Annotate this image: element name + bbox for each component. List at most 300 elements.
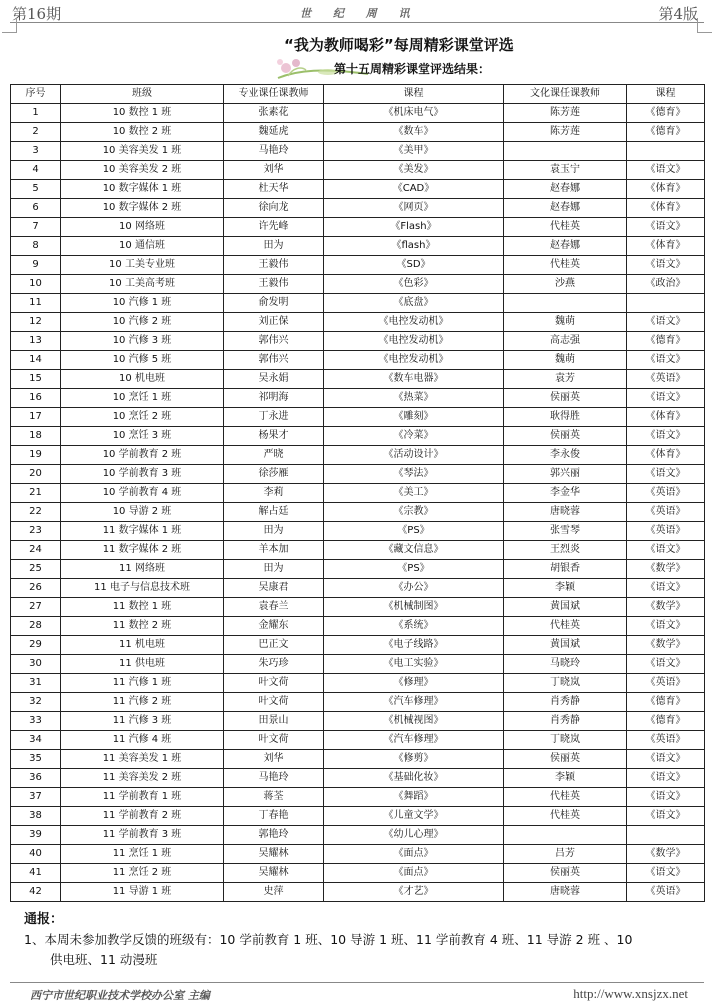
row-number-cell: 13 bbox=[11, 332, 61, 351]
table-row bbox=[11, 465, 705, 484]
major-course-cell: 《flash》 bbox=[324, 237, 504, 256]
culture-teacher-cell: 高志强 bbox=[504, 332, 627, 351]
row-number-cell: 22 bbox=[11, 503, 61, 522]
table-row bbox=[11, 826, 705, 845]
culture-teacher-cell: 李颖 bbox=[504, 579, 627, 598]
culture-course-cell bbox=[627, 826, 705, 845]
major-course-cell: 《活动设计》 bbox=[324, 446, 504, 465]
table-row bbox=[11, 560, 705, 579]
culture-teacher-cell: 马晓玲 bbox=[504, 655, 627, 674]
table-row bbox=[11, 636, 705, 655]
culture-teacher-cell: 肖秀静 bbox=[504, 693, 627, 712]
class-name-cell: 10 工美高考班 bbox=[61, 275, 224, 294]
row-number-cell: 20 bbox=[11, 465, 61, 484]
major-teacher-cell: 杨果才 bbox=[224, 427, 324, 446]
major-teacher-cell: 吴康君 bbox=[224, 579, 324, 598]
major-teacher-cell: 朱巧珍 bbox=[224, 655, 324, 674]
table-row bbox=[11, 484, 705, 503]
major-course-cell: 《网页》 bbox=[324, 199, 504, 218]
results-table bbox=[10, 84, 705, 902]
class-name-cell: 10 美容美发 1 班 bbox=[61, 142, 224, 161]
row-number-cell: 18 bbox=[11, 427, 61, 446]
class-name-cell: 11 汽修 4 班 bbox=[61, 731, 224, 750]
culture-course-cell: 《德育》 bbox=[627, 712, 705, 731]
class-name-cell: 10 学前教育 4 班 bbox=[61, 484, 224, 503]
row-number-cell: 11 bbox=[11, 294, 61, 313]
table-row bbox=[11, 731, 705, 750]
table-row bbox=[11, 313, 705, 332]
table-row bbox=[11, 237, 705, 256]
culture-course-cell: 《语文》 bbox=[627, 218, 705, 237]
table-row bbox=[11, 370, 705, 389]
major-teacher-cell: 丁永进 bbox=[224, 408, 324, 427]
class-name-cell: 10 导游 2 班 bbox=[61, 503, 224, 522]
table-body bbox=[11, 104, 705, 902]
major-course-cell: 《电控发动机》 bbox=[324, 313, 504, 332]
culture-course-cell: 《英语》 bbox=[627, 370, 705, 389]
row-number-cell: 36 bbox=[11, 769, 61, 788]
culture-course-cell: 《语文》 bbox=[627, 807, 705, 826]
major-teacher-cell: 郭伟兴 bbox=[224, 332, 324, 351]
footer-organization: 西宁市世纪职业技术学校办公室 主编 bbox=[30, 989, 210, 1002]
culture-teacher-cell: 丁晓岚 bbox=[504, 674, 627, 693]
culture-teacher-cell: 魏萌 bbox=[504, 351, 627, 370]
major-course-cell: 《面点》 bbox=[324, 845, 504, 864]
culture-course-cell: 《英语》 bbox=[627, 674, 705, 693]
table-row bbox=[11, 294, 705, 313]
culture-teacher-cell: 张雪琴 bbox=[504, 522, 627, 541]
row-number-cell: 8 bbox=[11, 237, 61, 256]
major-teacher-cell: 解占廷 bbox=[224, 503, 324, 522]
culture-teacher-cell: 吕芳 bbox=[504, 845, 627, 864]
table-row bbox=[11, 788, 705, 807]
major-teacher-cell: 徐向龙 bbox=[224, 199, 324, 218]
major-course-cell: 《机床电气》 bbox=[324, 104, 504, 123]
major-teacher-cell: 徐莎雁 bbox=[224, 465, 324, 484]
culture-course-cell: 《数学》 bbox=[627, 560, 705, 579]
culture-teacher-cell: 赵春娜 bbox=[504, 199, 627, 218]
major-course-cell: 《数车电器》 bbox=[324, 370, 504, 389]
major-course-cell: 《色彩》 bbox=[324, 275, 504, 294]
culture-course-cell: 《语文》 bbox=[627, 465, 705, 484]
culture-teacher-cell bbox=[504, 142, 627, 161]
culture-teacher-cell bbox=[504, 826, 627, 845]
major-teacher-cell: 田景山 bbox=[224, 712, 324, 731]
culture-course-cell: 《英语》 bbox=[627, 731, 705, 750]
class-name-cell: 10 网络班 bbox=[61, 218, 224, 237]
class-name-cell: 10 汽修 5 班 bbox=[61, 351, 224, 370]
major-course-cell: 《美甲》 bbox=[324, 142, 504, 161]
page-header bbox=[0, 0, 714, 24]
issue-number: 第16期 bbox=[12, 5, 62, 23]
row-number-cell: 31 bbox=[11, 674, 61, 693]
table-row bbox=[11, 674, 705, 693]
banner-subtitle: 第十五周精彩课堂评选结果： bbox=[334, 62, 491, 76]
class-name-cell: 11 烹饪 2 班 bbox=[61, 864, 224, 883]
culture-course-cell: 《数学》 bbox=[627, 636, 705, 655]
table-row bbox=[11, 123, 705, 142]
culture-teacher-cell: 胡银香 bbox=[504, 560, 627, 579]
culture-teacher-cell: 赵春娜 bbox=[504, 237, 627, 256]
major-teacher-cell: 王毅伟 bbox=[224, 256, 324, 275]
major-course-cell: 《冷菜》 bbox=[324, 427, 504, 446]
class-name-cell: 10 数字媒体 2 班 bbox=[61, 199, 224, 218]
culture-teacher-cell: 王烈炎 bbox=[504, 541, 627, 560]
major-teacher-cell: 郭艳玲 bbox=[224, 826, 324, 845]
culture-teacher-cell: 郭兴丽 bbox=[504, 465, 627, 484]
culture-course-cell: 《语文》 bbox=[627, 161, 705, 180]
table-row bbox=[11, 845, 705, 864]
class-name-cell: 10 汽修 3 班 bbox=[61, 332, 224, 351]
culture-course-cell bbox=[627, 142, 705, 161]
major-teacher-cell: 严晓 bbox=[224, 446, 324, 465]
major-course-cell: 《PS》 bbox=[324, 522, 504, 541]
major-course-cell: 《机械视图》 bbox=[324, 712, 504, 731]
row-number-cell: 19 bbox=[11, 446, 61, 465]
culture-course-cell: 《语文》 bbox=[627, 579, 705, 598]
header-rule bbox=[10, 22, 704, 23]
major-teacher-cell: 叶文荷 bbox=[224, 731, 324, 750]
table-row bbox=[11, 256, 705, 275]
table-row bbox=[11, 769, 705, 788]
banner-title: “我为教师喝彩”每周精彩课堂评选 bbox=[284, 36, 514, 54]
table-row bbox=[11, 864, 705, 883]
table-row bbox=[11, 446, 705, 465]
culture-teacher-cell: 丁晓岚 bbox=[504, 731, 627, 750]
class-name-cell: 10 数控 2 班 bbox=[61, 123, 224, 142]
class-name-cell: 11 数字媒体 1 班 bbox=[61, 522, 224, 541]
row-number-cell: 23 bbox=[11, 522, 61, 541]
class-name-cell: 11 电子与信息技术班 bbox=[61, 579, 224, 598]
major-teacher-cell: 袁春兰 bbox=[224, 598, 324, 617]
column-header: 班级 bbox=[61, 85, 224, 104]
row-number-cell: 35 bbox=[11, 750, 61, 769]
major-teacher-cell: 祁明海 bbox=[224, 389, 324, 408]
major-course-cell: 《电子线路》 bbox=[324, 636, 504, 655]
culture-teacher-cell: 黄国斌 bbox=[504, 636, 627, 655]
culture-course-cell: 《语文》 bbox=[627, 313, 705, 332]
major-course-cell: 《宗教》 bbox=[324, 503, 504, 522]
row-number-cell: 10 bbox=[11, 275, 61, 294]
major-course-cell: 《面点》 bbox=[324, 864, 504, 883]
culture-course-cell: 《语文》 bbox=[627, 769, 705, 788]
culture-course-cell: 《体育》 bbox=[627, 446, 705, 465]
major-teacher-cell: 俞发明 bbox=[224, 294, 324, 313]
row-number-cell: 42 bbox=[11, 883, 61, 902]
major-course-cell: 《底盘》 bbox=[324, 294, 504, 313]
major-course-cell: 《Flash》 bbox=[324, 218, 504, 237]
major-teacher-cell: 叶文荷 bbox=[224, 693, 324, 712]
culture-teacher-cell: 代桂英 bbox=[504, 218, 627, 237]
table-row bbox=[11, 617, 705, 636]
major-course-cell: 《办公》 bbox=[324, 579, 504, 598]
major-teacher-cell: 马艳玲 bbox=[224, 769, 324, 788]
class-name-cell: 11 机电班 bbox=[61, 636, 224, 655]
table-row bbox=[11, 712, 705, 731]
culture-course-cell: 《德育》 bbox=[627, 104, 705, 123]
culture-teacher-cell: 黄国斌 bbox=[504, 598, 627, 617]
major-teacher-cell: 刘正保 bbox=[224, 313, 324, 332]
table-header-row bbox=[11, 85, 705, 104]
table-row bbox=[11, 693, 705, 712]
major-course-cell: 《舞蹈》 bbox=[324, 788, 504, 807]
table-row bbox=[11, 104, 705, 123]
major-teacher-cell: 李莉 bbox=[224, 484, 324, 503]
major-teacher-cell: 马艳玲 bbox=[224, 142, 324, 161]
culture-teacher-cell: 肖秀静 bbox=[504, 712, 627, 731]
major-teacher-cell: 丁春艳 bbox=[224, 807, 324, 826]
culture-course-cell: 《语文》 bbox=[627, 351, 705, 370]
class-name-cell: 11 数字媒体 2 班 bbox=[61, 541, 224, 560]
major-course-cell: 《修剪》 bbox=[324, 750, 504, 769]
row-number-cell: 30 bbox=[11, 655, 61, 674]
major-course-cell: 《美发》 bbox=[324, 161, 504, 180]
table-row bbox=[11, 541, 705, 560]
major-teacher-cell: 刘华 bbox=[224, 750, 324, 769]
culture-teacher-cell: 袁芳 bbox=[504, 370, 627, 389]
class-name-cell: 10 数字媒体 1 班 bbox=[61, 180, 224, 199]
culture-teacher-cell: 侯丽英 bbox=[504, 750, 627, 769]
row-number-cell: 5 bbox=[11, 180, 61, 199]
culture-course-cell: 《英语》 bbox=[627, 883, 705, 902]
table-row bbox=[11, 351, 705, 370]
class-name-cell: 10 工美专业班 bbox=[61, 256, 224, 275]
culture-course-cell: 《英语》 bbox=[627, 503, 705, 522]
culture-course-cell: 《体育》 bbox=[627, 199, 705, 218]
culture-course-cell: 《德育》 bbox=[627, 123, 705, 142]
class-name-cell: 10 通信班 bbox=[61, 237, 224, 256]
culture-course-cell: 《语文》 bbox=[627, 256, 705, 275]
class-name-cell: 11 数控 1 班 bbox=[61, 598, 224, 617]
culture-course-cell: 《体育》 bbox=[627, 408, 705, 427]
major-course-cell: 《机械制图》 bbox=[324, 598, 504, 617]
notice-item-index: 1、 bbox=[24, 932, 45, 947]
class-name-cell: 11 烹饪 1 班 bbox=[61, 845, 224, 864]
row-number-cell: 1 bbox=[11, 104, 61, 123]
major-teacher-cell: 吴耀林 bbox=[224, 864, 324, 883]
major-teacher-cell: 吴耀林 bbox=[224, 845, 324, 864]
table-row bbox=[11, 883, 705, 902]
row-number-cell: 9 bbox=[11, 256, 61, 275]
culture-teacher-cell bbox=[504, 294, 627, 313]
row-number-cell: 39 bbox=[11, 826, 61, 845]
row-number-cell: 17 bbox=[11, 408, 61, 427]
class-name-cell: 10 学前教育 3 班 bbox=[61, 465, 224, 484]
column-header: 专业课任课教师 bbox=[224, 85, 324, 104]
culture-course-cell: 《数学》 bbox=[627, 845, 705, 864]
culture-teacher-cell: 侯丽英 bbox=[504, 389, 627, 408]
class-name-cell: 10 烹饪 3 班 bbox=[61, 427, 224, 446]
table-row bbox=[11, 655, 705, 674]
culture-teacher-cell: 李永俊 bbox=[504, 446, 627, 465]
class-name-cell: 10 烹饪 1 班 bbox=[61, 389, 224, 408]
culture-course-cell bbox=[627, 294, 705, 313]
table-row bbox=[11, 750, 705, 769]
culture-teacher-cell: 代桂英 bbox=[504, 617, 627, 636]
table-row bbox=[11, 408, 705, 427]
class-name-cell: 10 烹饪 2 班 bbox=[61, 408, 224, 427]
footer-url-link[interactable]: http://www.xnsjzx.net bbox=[573, 986, 688, 1001]
culture-teacher-cell: 陈芳莲 bbox=[504, 123, 627, 142]
major-course-cell: 《汽车修理》 bbox=[324, 731, 504, 750]
culture-course-cell: 《语文》 bbox=[627, 541, 705, 560]
culture-teacher-cell: 侯丽英 bbox=[504, 427, 627, 446]
culture-teacher-cell: 唐晓蓉 bbox=[504, 883, 627, 902]
table-row bbox=[11, 503, 705, 522]
notice-item bbox=[24, 930, 694, 970]
row-number-cell: 4 bbox=[11, 161, 61, 180]
column-header: 文化课任课教师 bbox=[504, 85, 627, 104]
class-name-cell: 11 汽修 3 班 bbox=[61, 712, 224, 731]
row-number-cell: 37 bbox=[11, 788, 61, 807]
major-teacher-cell: 田为 bbox=[224, 237, 324, 256]
table-row bbox=[11, 807, 705, 826]
major-teacher-cell: 羊本加 bbox=[224, 541, 324, 560]
major-teacher-cell: 吴永娟 bbox=[224, 370, 324, 389]
major-teacher-cell: 刘华 bbox=[224, 161, 324, 180]
culture-course-cell: 《体育》 bbox=[627, 180, 705, 199]
major-course-cell: 《系统》 bbox=[324, 617, 504, 636]
notice-item-line1: 本周未参加教学反馈的班级有：10 学前教育 1 班、10 导游 1 班、11 学前教育 4 班、11 导游 2 班 、10 bbox=[44, 932, 633, 947]
row-number-cell: 25 bbox=[11, 560, 61, 579]
major-teacher-cell: 田为 bbox=[224, 560, 324, 579]
major-course-cell: 《汽车修理》 bbox=[324, 693, 504, 712]
culture-course-cell: 《语文》 bbox=[627, 427, 705, 446]
major-teacher-cell: 金耀东 bbox=[224, 617, 324, 636]
class-name-cell: 11 学前教育 2 班 bbox=[61, 807, 224, 826]
table-row bbox=[11, 389, 705, 408]
row-number-cell: 33 bbox=[11, 712, 61, 731]
row-number-cell: 3 bbox=[11, 142, 61, 161]
major-teacher-cell: 史萍 bbox=[224, 883, 324, 902]
major-teacher-cell: 叶文荷 bbox=[224, 674, 324, 693]
newspaper-name: 世 纪 周 讯 bbox=[300, 7, 419, 20]
culture-course-cell: 《语文》 bbox=[627, 750, 705, 769]
major-course-cell: 《SD》 bbox=[324, 256, 504, 275]
major-teacher-cell: 郭伟兴 bbox=[224, 351, 324, 370]
culture-course-cell: 《德育》 bbox=[627, 332, 705, 351]
notice-item-line2: 供电班、11 动漫班 bbox=[50, 952, 158, 967]
class-name-cell: 10 机电班 bbox=[61, 370, 224, 389]
class-name-cell: 11 美容美发 2 班 bbox=[61, 769, 224, 788]
row-number-cell: 29 bbox=[11, 636, 61, 655]
class-name-cell: 11 学前教育 1 班 bbox=[61, 788, 224, 807]
culture-course-cell: 《语文》 bbox=[627, 389, 705, 408]
major-teacher-cell: 许先峰 bbox=[224, 218, 324, 237]
major-course-cell: 《电控发动机》 bbox=[324, 332, 504, 351]
row-number-cell: 16 bbox=[11, 389, 61, 408]
column-header: 课程 bbox=[627, 85, 705, 104]
culture-teacher-cell: 陈芳莲 bbox=[504, 104, 627, 123]
row-number-cell: 21 bbox=[11, 484, 61, 503]
class-name-cell: 11 网络班 bbox=[61, 560, 224, 579]
culture-teacher-cell: 魏萌 bbox=[504, 313, 627, 332]
row-number-cell: 41 bbox=[11, 864, 61, 883]
culture-teacher-cell: 侯丽英 bbox=[504, 864, 627, 883]
class-name-cell: 11 汽修 1 班 bbox=[61, 674, 224, 693]
culture-course-cell: 《语文》 bbox=[627, 788, 705, 807]
major-course-cell: 《电工实验》 bbox=[324, 655, 504, 674]
major-course-cell: 《PS》 bbox=[324, 560, 504, 579]
table-row bbox=[11, 332, 705, 351]
table-row bbox=[11, 180, 705, 199]
culture-course-cell: 《英语》 bbox=[627, 522, 705, 541]
culture-teacher-cell: 代桂英 bbox=[504, 256, 627, 275]
culture-teacher-cell: 袁玉宁 bbox=[504, 161, 627, 180]
row-number-cell: 28 bbox=[11, 617, 61, 636]
major-course-cell: 《热菜》 bbox=[324, 389, 504, 408]
culture-course-cell: 《政治》 bbox=[627, 275, 705, 294]
table-row bbox=[11, 161, 705, 180]
major-course-cell: 《电控发动机》 bbox=[324, 351, 504, 370]
column-header: 序号 bbox=[11, 85, 61, 104]
footer-rule bbox=[10, 982, 704, 983]
table-row bbox=[11, 218, 705, 237]
major-course-cell: 《儿童文学》 bbox=[324, 807, 504, 826]
culture-course-cell: 《语文》 bbox=[627, 864, 705, 883]
title-banner bbox=[0, 30, 714, 80]
culture-course-cell: 《英语》 bbox=[627, 484, 705, 503]
page-number: 第4版 bbox=[658, 5, 698, 23]
culture-teacher-cell: 赵春娜 bbox=[504, 180, 627, 199]
table-row bbox=[11, 522, 705, 541]
major-course-cell: 《数车》 bbox=[324, 123, 504, 142]
culture-teacher-cell: 李颖 bbox=[504, 769, 627, 788]
culture-course-cell: 《语文》 bbox=[627, 617, 705, 636]
table-row bbox=[11, 427, 705, 446]
class-name-cell: 11 学前教育 3 班 bbox=[61, 826, 224, 845]
culture-teacher-cell: 耿得胜 bbox=[504, 408, 627, 427]
class-name-cell: 10 数控 1 班 bbox=[61, 104, 224, 123]
class-name-cell: 11 导游 1 班 bbox=[61, 883, 224, 902]
row-number-cell: 40 bbox=[11, 845, 61, 864]
class-name-cell: 11 汽修 2 班 bbox=[61, 693, 224, 712]
major-course-cell: 《修理》 bbox=[324, 674, 504, 693]
row-number-cell: 15 bbox=[11, 370, 61, 389]
major-teacher-cell: 魏延虎 bbox=[224, 123, 324, 142]
row-number-cell: 6 bbox=[11, 199, 61, 218]
class-name-cell: 10 美容美发 2 班 bbox=[61, 161, 224, 180]
class-name-cell: 10 汽修 2 班 bbox=[61, 313, 224, 332]
major-course-cell: 《才艺》 bbox=[324, 883, 504, 902]
class-name-cell: 10 汽修 1 班 bbox=[61, 294, 224, 313]
major-course-cell: 《琴法》 bbox=[324, 465, 504, 484]
culture-teacher-cell: 李金华 bbox=[504, 484, 627, 503]
table-row bbox=[11, 598, 705, 617]
major-teacher-cell: 张素花 bbox=[224, 104, 324, 123]
culture-teacher-cell: 代桂英 bbox=[504, 788, 627, 807]
notice-heading: 通报： bbox=[24, 912, 64, 927]
row-number-cell: 7 bbox=[11, 218, 61, 237]
class-name-cell: 11 数控 2 班 bbox=[61, 617, 224, 636]
culture-course-cell: 《数学》 bbox=[627, 598, 705, 617]
row-number-cell: 26 bbox=[11, 579, 61, 598]
major-course-cell: 《基础化妆》 bbox=[324, 769, 504, 788]
class-name-cell: 10 学前教育 2 班 bbox=[61, 446, 224, 465]
major-course-cell: 《幼儿心理》 bbox=[324, 826, 504, 845]
row-number-cell: 27 bbox=[11, 598, 61, 617]
table-row bbox=[11, 142, 705, 161]
major-teacher-cell: 杜天华 bbox=[224, 180, 324, 199]
major-course-cell: 《美工》 bbox=[324, 484, 504, 503]
major-course-cell: 《藏文信息》 bbox=[324, 541, 504, 560]
column-header: 课程 bbox=[324, 85, 504, 104]
culture-course-cell: 《体育》 bbox=[627, 237, 705, 256]
row-number-cell: 12 bbox=[11, 313, 61, 332]
major-teacher-cell: 蒋荃 bbox=[224, 788, 324, 807]
row-number-cell: 38 bbox=[11, 807, 61, 826]
row-number-cell: 32 bbox=[11, 693, 61, 712]
